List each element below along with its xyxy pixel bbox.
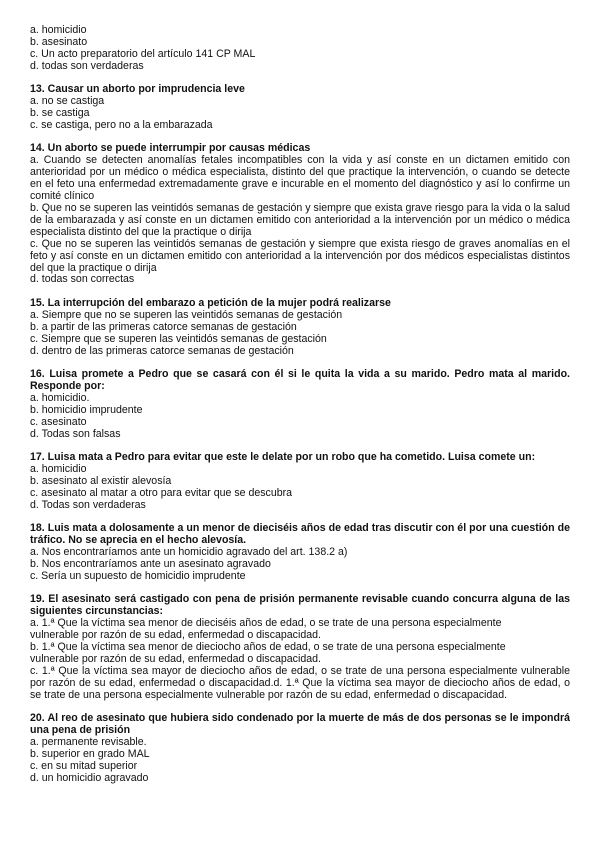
option-c: c. Que no se superen las veintidós semanas de gestación y siempre que exista riesgo de graves anomalías en el feto y así conste en un dictamen emitido con anterioridad a la intervención por dos médicos especialistas distintos del que la practique o dirija xyxy=(30,237,570,274)
option-a: a. Nos encontraríamos ante un homicidio agravado del art. 138.2 a) xyxy=(30,546,348,558)
question-title: 15. La interrupción del embarazo a petición de la mujer podrá realizarse xyxy=(30,296,391,309)
option-c: c. se castiga, pero no a la embarazada xyxy=(30,118,213,131)
question-title: 19. El asesinato será castigado con pena de prisión permanente revisable cuando concurra alguna de las siguientes circunstancias: xyxy=(30,593,570,618)
option-c-d: c. 1.ª Que la víctima sea mayor de dieciocho años de edad, o se trate de una persona especialmente vulnerable por razón de su edad, enfermedad o discapacidad.d. 1.ª Que la víctima sea mayor de dieciocho años de edad, o se trate de una persona especialmente vulnerable por razón de su edad, enfermedad o discapacidad. xyxy=(30,664,570,701)
option-c: c. Sería un supuesto de homicidio imprudente xyxy=(30,569,246,582)
question-15 xyxy=(30,298,570,358)
question-18 xyxy=(30,523,570,583)
option-b: b. asesinato xyxy=(30,35,88,48)
option-d: d. Todas son falsas xyxy=(30,427,121,440)
option-b: b. Que no se superen las veintidós semanas de gestación y siempre que exista grave riesgo para la vida o la salud de la embarazada y así conste en un dictamen emitido con anterioridad a la intervención por un médico o médica especialista distinto del que la practique o dirija xyxy=(30,201,570,238)
intro-options xyxy=(30,25,570,73)
option-d: d. todas son correctas xyxy=(30,273,135,286)
question-13 xyxy=(30,84,570,132)
option-d: d. un homicidio agravado xyxy=(30,771,149,784)
question-title: 13. Causar un aborto por imprudencia leve xyxy=(30,83,245,96)
option-b: b. asesinato al existir alevosía xyxy=(30,474,172,487)
question-title: 17. Luisa mata a Pedro para evitar que este le delate por un robo que ha cometido. Luisa comete un: xyxy=(30,451,536,464)
option-d: d. todas son verdaderas xyxy=(30,59,144,72)
option-c: c. Siempre que se superen las veintidós semanas de gestación xyxy=(30,332,327,345)
option-a: a. 1.ª Que la víctima sea menor de dieciséis años de edad, o se trate de una persona especialmente xyxy=(30,617,502,630)
question-16 xyxy=(30,369,570,440)
option-d: d. dentro de las primeras catorce semanas de gestación xyxy=(30,344,294,357)
option-b: b. superior en grado MAL xyxy=(30,747,150,760)
option-b: b. se castiga xyxy=(30,107,90,120)
option-a-continuation: vulnerable por razón de su edad, enfermedad o discapacidad. xyxy=(30,629,321,642)
option-a: a. permanente revisable. xyxy=(30,735,147,748)
option-b: b. 1.ª Que la víctima sea menor de dieciocho años de edad, o se trate de una persona especialmente xyxy=(30,640,506,653)
exam-page xyxy=(30,25,570,785)
option-a: a. Siempre que no se superen las veintidós semanas de gestación xyxy=(30,308,343,321)
option-b-continuation: vulnerable por razón de su edad, enfermedad o discapacidad. xyxy=(30,652,321,665)
question-title: 20. Al reo de asesinato que hubiera sido condenado por la muerte de más de dos personas se le impondrá una pena de prisión xyxy=(30,712,570,736)
option-a: a. homicidio. xyxy=(30,391,90,404)
option-a: a. homicidio xyxy=(30,462,87,475)
question-title: 14. Un aborto se puede interrumpir por causas médicas xyxy=(30,142,311,155)
option-c: c. asesinato xyxy=(30,415,87,428)
question-title: 18. Luis mata a dolosamente a un menor de dieciséis años de edad tras discutir con él por una cuestión de tráfico. No se aprecia en el hecho alevosía. xyxy=(30,522,570,547)
question-17 xyxy=(30,452,570,512)
question-title: 16. Luisa promete a Pedro que se casará con él si le quita la vida a su marido. Pedro mata al marido. Responde por: xyxy=(30,368,570,392)
question-14 xyxy=(30,143,570,286)
option-a: a. Cuando se detecten anomalías fetales incompatibles con la vida y así conste en un dictamen emitido con anterioridad por un médico o médica especialista, distinto del que practique la intervención, o cuando se detecte en el feto una enfermedad extremadamente grave e incurable en el momento del diagnóstico y así lo confirme un comité clínico xyxy=(30,154,570,203)
option-a: a. homicidio xyxy=(30,24,87,36)
question-20 xyxy=(30,713,570,784)
option-b: b. a partir de las primeras catorce semanas de gestación xyxy=(30,320,297,333)
option-c: c. en su mitad superior xyxy=(30,759,138,772)
option-d: d. Todas son verdaderas xyxy=(30,498,146,511)
option-b: b. homicidio imprudente xyxy=(30,403,143,416)
option-c: c. Un acto preparatorio del artículo 141 CP MAL xyxy=(30,47,256,60)
option-c: c. asesinato al matar a otro para evitar que se descubra xyxy=(30,486,293,499)
option-b: b. Nos encontraríamos ante un asesinato agravado xyxy=(30,557,271,570)
question-19 xyxy=(30,594,570,701)
option-a: a. no se castiga xyxy=(30,95,105,108)
